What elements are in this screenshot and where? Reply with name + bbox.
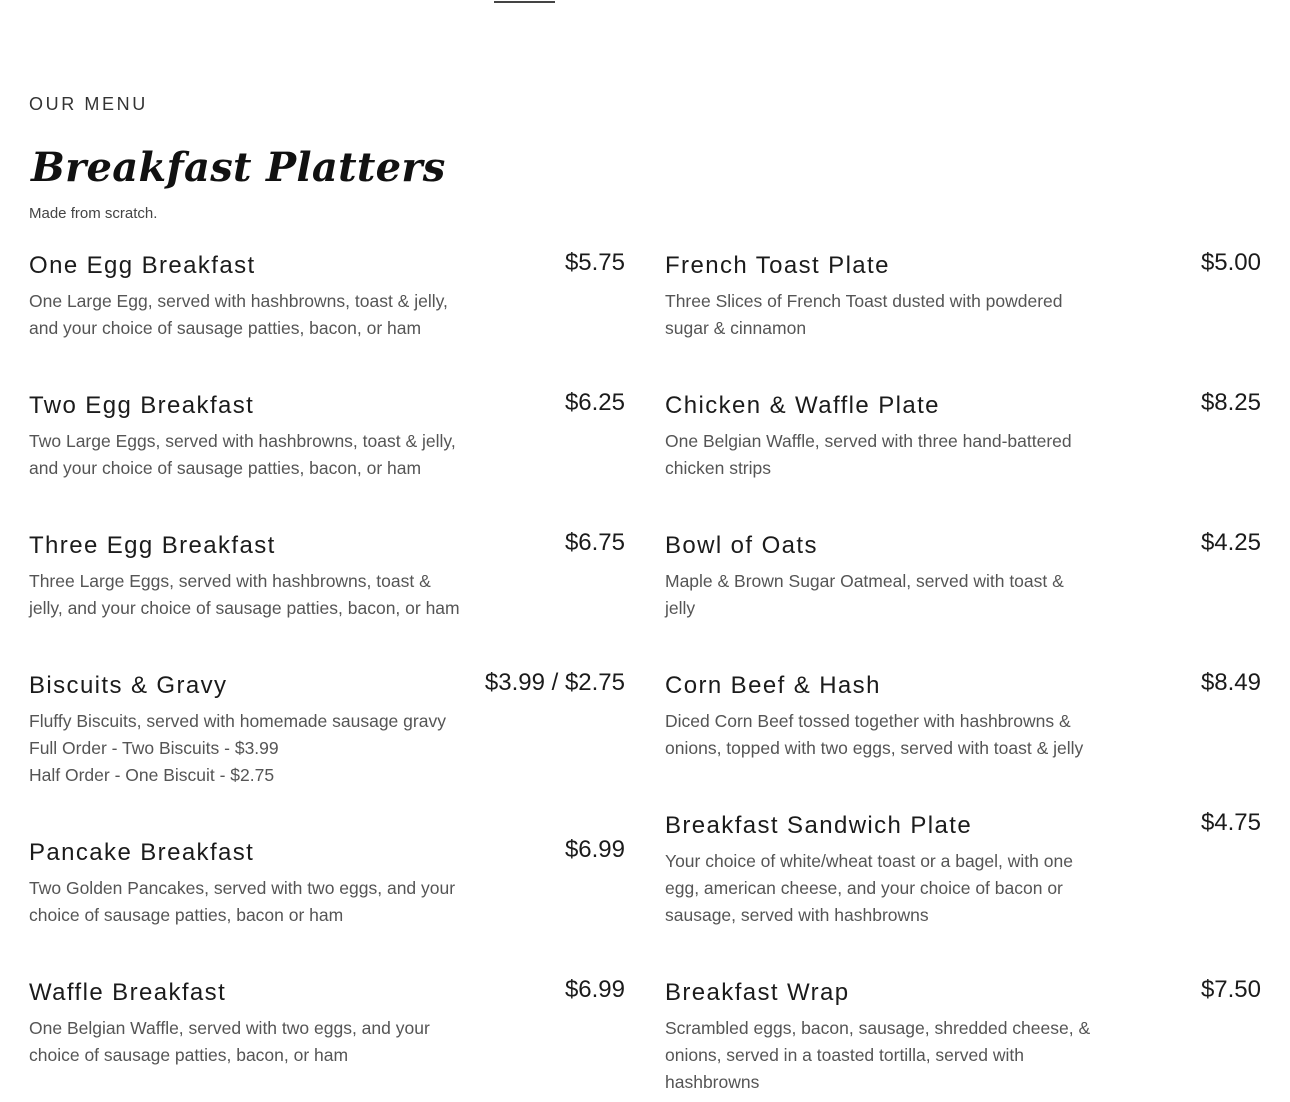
- menu-item-price: $8.25: [1200, 389, 1261, 416]
- section-subtitle: Made from scratch.: [29, 205, 158, 222]
- menu-item-name: Waffle Breakfast: [29, 979, 227, 1006]
- menu-item-description-line: Three Large Eggs, served with hashbrowns, toast &: [29, 571, 431, 591]
- menu-item-description-line: Scrambled eggs, bacon, sausage, shredded cheese, &: [665, 1018, 1091, 1038]
- menu-item-header: [665, 528, 1261, 559]
- menu-item-name: French Toast Plate: [665, 252, 890, 279]
- menu-item-description-line: One Belgian Waffle, served with two eggs, and your: [29, 1018, 430, 1038]
- menu-item-header: [29, 668, 625, 699]
- menu-item-name: Biscuits & Gravy: [29, 672, 228, 699]
- menu-item-price: $5.00: [1200, 249, 1261, 276]
- menu-item-description-line: hashbrowns: [665, 1072, 760, 1092]
- menu-item-price: $6.25: [564, 389, 625, 416]
- menu-item-description-line: Two Golden Pancakes, served with two eggs, and your: [29, 878, 456, 898]
- menu-item: [29, 528, 625, 622]
- menu-item-price: $7.50: [1200, 976, 1261, 1003]
- menu-item-description-line: and your choice of sausage patties, bacon, or ham: [29, 318, 422, 338]
- menu-item: [29, 975, 625, 1069]
- menu-item-header: [29, 388, 625, 419]
- menu-item-header: [665, 668, 1261, 699]
- menu-item-description: [29, 428, 459, 482]
- menu-item-description-line: onions, served in a toasted tortilla, served with: [665, 1045, 1024, 1065]
- menu-item-description-line: chicken strips: [665, 458, 772, 478]
- menu-item: [29, 248, 625, 342]
- menu-item-name: Corn Beef & Hash: [665, 672, 881, 699]
- menu-item: [665, 248, 1261, 342]
- menu-item-description-line: sugar & cinnamon: [665, 318, 807, 338]
- menu-item-price: $6.75: [564, 529, 625, 556]
- menu-item-name: Bowl of Oats: [665, 532, 818, 559]
- menu-item-name: Breakfast Sandwich Plate: [665, 812, 973, 839]
- menu-item: [665, 528, 1261, 622]
- menu-item-description: [29, 1015, 459, 1069]
- menu-item: [29, 835, 625, 929]
- menu-item-description: [665, 848, 1095, 929]
- menu-item-price: $5.75: [564, 249, 625, 276]
- menu-item-price: $3.99 / $2.75: [484, 669, 625, 696]
- menu-item-name: Three Egg Breakfast: [29, 532, 276, 559]
- menu-item-header: [665, 388, 1261, 419]
- menu-item-description: [665, 708, 1095, 762]
- menu-item-description: [29, 875, 459, 929]
- menu-item: [29, 388, 625, 482]
- menu-item-description-line: onions, topped with two eggs, served with toast & jelly: [665, 738, 1084, 758]
- menu-item-name: Chicken & Waffle Plate: [665, 392, 940, 419]
- menu-item-header: [29, 835, 625, 866]
- menu-item-description: [665, 428, 1095, 482]
- menu-item-description-line: Two Large Eggs, served with hashbrowns, toast & jelly,: [29, 431, 456, 451]
- section-eyebrow: OUR MENU: [29, 94, 148, 114]
- menu-item-header: [29, 248, 625, 279]
- menu-item-header: [665, 808, 1261, 839]
- menu-item-price: $6.99: [564, 836, 625, 863]
- menu-item-description: [665, 288, 1095, 342]
- menu-item-description: [665, 568, 1095, 622]
- menu-item: [665, 668, 1261, 762]
- menu-item-description: [665, 1015, 1095, 1096]
- menu-item-name: Pancake Breakfast: [29, 839, 255, 866]
- menu-item-price: $6.99: [564, 976, 625, 1003]
- menu-item-description-line: jelly: [665, 598, 696, 618]
- menu-item-description-line: jelly, and your choice of sausage patties, bacon, or ham: [29, 598, 460, 618]
- menu-item-price: $4.25: [1200, 529, 1261, 556]
- menu-item-description-line: Diced Corn Beef tossed together with hashbrowns &: [665, 711, 1071, 731]
- menu-item: [665, 388, 1261, 482]
- menu-item-header: [665, 975, 1261, 1006]
- menu-item-price: $8.49: [1200, 669, 1261, 696]
- active-tab-indicator: [494, 1, 555, 3]
- menu-item-description-line: One Belgian Waffle, served with three hand-battered: [665, 431, 1072, 451]
- menu-item-description: [29, 288, 459, 342]
- menu-item-description-line: Your choice of white/wheat toast or a bagel, with one: [665, 851, 1073, 871]
- menu-item-name: One Egg Breakfast: [29, 252, 256, 279]
- menu-item-header: [665, 248, 1261, 279]
- menu-item-name: Breakfast Wrap: [665, 979, 850, 1006]
- menu-item: [29, 668, 625, 789]
- section-title: Breakfast Platters: [31, 144, 446, 191]
- menu-item-description-line: sausage, served with hashbrowns: [665, 905, 929, 925]
- menu-item-description-line: and your choice of sausage patties, bacon, or ham: [29, 458, 422, 478]
- menu-item-description-line: egg, american cheese, and your choice of bacon or: [665, 878, 1063, 898]
- menu-item-description: [29, 568, 459, 622]
- menu-item-description-line: choice of sausage patties, bacon or ham: [29, 905, 344, 925]
- menu-item-price: $4.75: [1200, 809, 1261, 836]
- menu-item-header: [29, 975, 625, 1006]
- menu-item-description-line: Three Slices of French Toast dusted with powdered: [665, 291, 1063, 311]
- menu-item-description-line: Maple & Brown Sugar Oatmeal, served with toast &: [665, 571, 1064, 591]
- menu-item-description-line: Fluffy Biscuits, served with homemade sausage gravy: [29, 711, 446, 731]
- menu-item-description-line: Half Order - One Biscuit - $2.75: [29, 765, 275, 785]
- menu-item-description-line: Full Order - Two Biscuits - $3.99: [29, 738, 279, 758]
- menu-item-description-line: One Large Egg, served with hashbrowns, toast & jelly,: [29, 291, 448, 311]
- menu-item-header: [29, 528, 625, 559]
- menu-item: [665, 808, 1261, 929]
- menu-item: [665, 975, 1261, 1096]
- menu-item-description-line: choice of sausage patties, bacon, or ham: [29, 1045, 349, 1065]
- menu-item-description: [29, 708, 459, 789]
- menu-item-name: Two Egg Breakfast: [29, 392, 255, 419]
